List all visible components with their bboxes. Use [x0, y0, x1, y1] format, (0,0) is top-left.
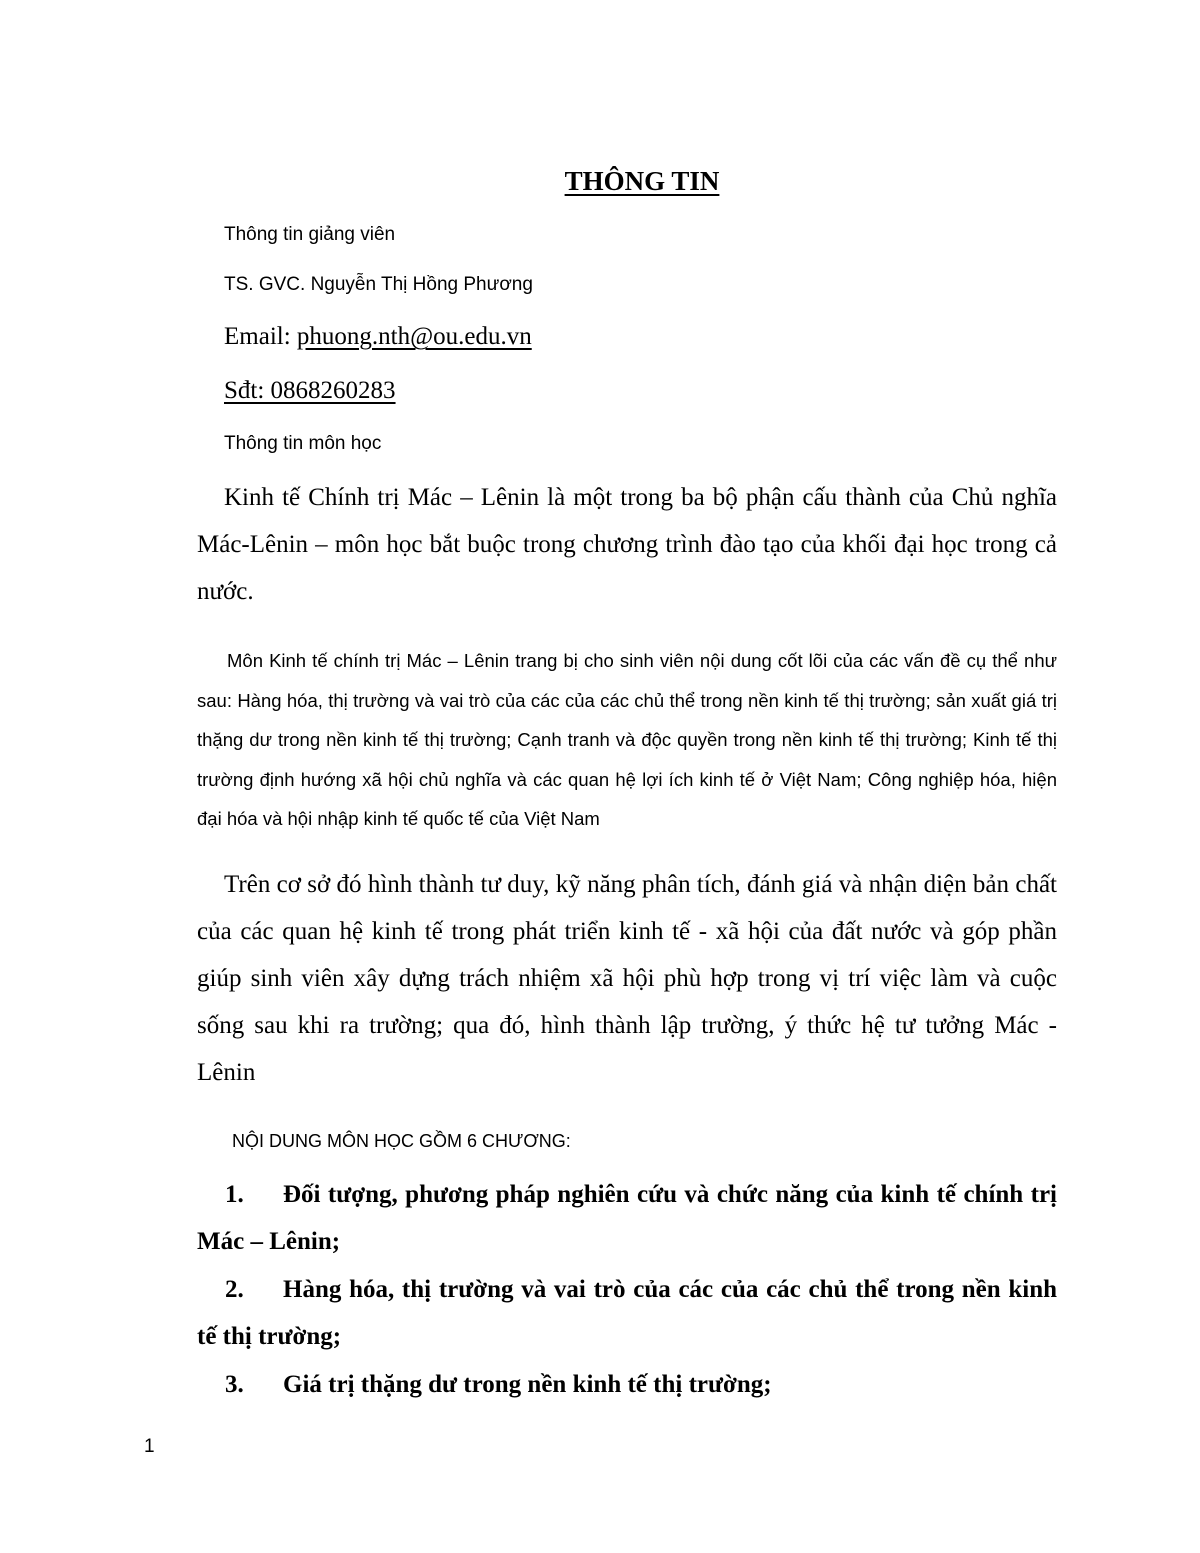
chapter-item	[197, 1361, 1057, 1408]
chapters-heading: NỘI DUNG MÔN HỌC GỒM 6 CHƯƠNG:	[232, 1131, 571, 1151]
email-link[interactable]: phuong.nth@ou.edu.vn	[296, 323, 532, 350]
page-title: THÔNG TIN	[564, 166, 720, 196]
email-label: Email:	[224, 323, 297, 350]
outcome-paragraph: Trên cơ sở đó hình thành tư duy, kỹ năng phân tích, đánh giá và nhận diện bản chất của các quan hệ kinh tế trong phát triển kinh tế - xã hội của đất nước và góp phần giúp sinh viên xây dựng trách nhiệm xã hội phù hợp trong vị trí việc làm và cuộc sống sau khi ra trường; qua đó, hình thành lập trường, ý thức hệ tư tưởng Mác - Lênin	[197, 871, 1057, 1086]
chapter-number: 2.	[225, 1276, 244, 1303]
chapter-text: Giá trị thặng dư trong nền kinh tế thị trường;	[283, 1371, 772, 1398]
intro-paragraph: Kinh tế Chính trị Mác – Lênin là một trong ba bộ phận cấu thành của Chủ nghĩa Mác-Lênin – môn học bắt buộc trong chương trình đào tạo của khối đại học trong cả nước.	[197, 484, 1057, 605]
chapter-text: Đối tượng, phương pháp nghiên cứu và chức năng của kinh tế chính trị Mác – Lênin;	[197, 1181, 1057, 1255]
chapter-item	[197, 1171, 1057, 1265]
chapter-text: Hàng hóa, thị trường và vai trò của các của các chủ thể trong nền kinh tế thị trường;	[197, 1276, 1057, 1350]
content-paragraph: Môn Kinh tế chính trị Mác – Lênin trang bị cho sinh viên nội dung cốt lõi của các vấn đề cụ thể như sau: Hàng hóa, thị trường và vai trò của các của các chủ thể trong nền kinh tế thị trường; sản xuất giá trị thặng dư trong nền kinh tế thị trường; Cạnh tranh và độc quyền trong nền kinh tế thị trường; Kinh tế thị trường định hướng xã hội chủ nghĩa và các quan hệ lợi ích kinh tế ở Việt Nam; Công nghiệp hóa, hiện đại hóa và hội nhập kinh tế quốc tế của Việt Nam	[197, 650, 1057, 829]
phone-line: Sđt: 0868260283	[224, 377, 396, 404]
lecturer-heading: Thông tin giảng viên	[224, 224, 396, 245]
chapter-number: 1.	[225, 1181, 244, 1208]
email-line	[224, 323, 532, 351]
chapter-number: 3.	[225, 1371, 244, 1398]
chapter-item	[197, 1266, 1057, 1360]
course-heading: Thông tin môn học	[224, 433, 382, 454]
page-number: 1	[144, 1436, 155, 1457]
lecturer-name: TS. GVC. Nguyễn Thị Hồng Phương	[224, 274, 533, 295]
